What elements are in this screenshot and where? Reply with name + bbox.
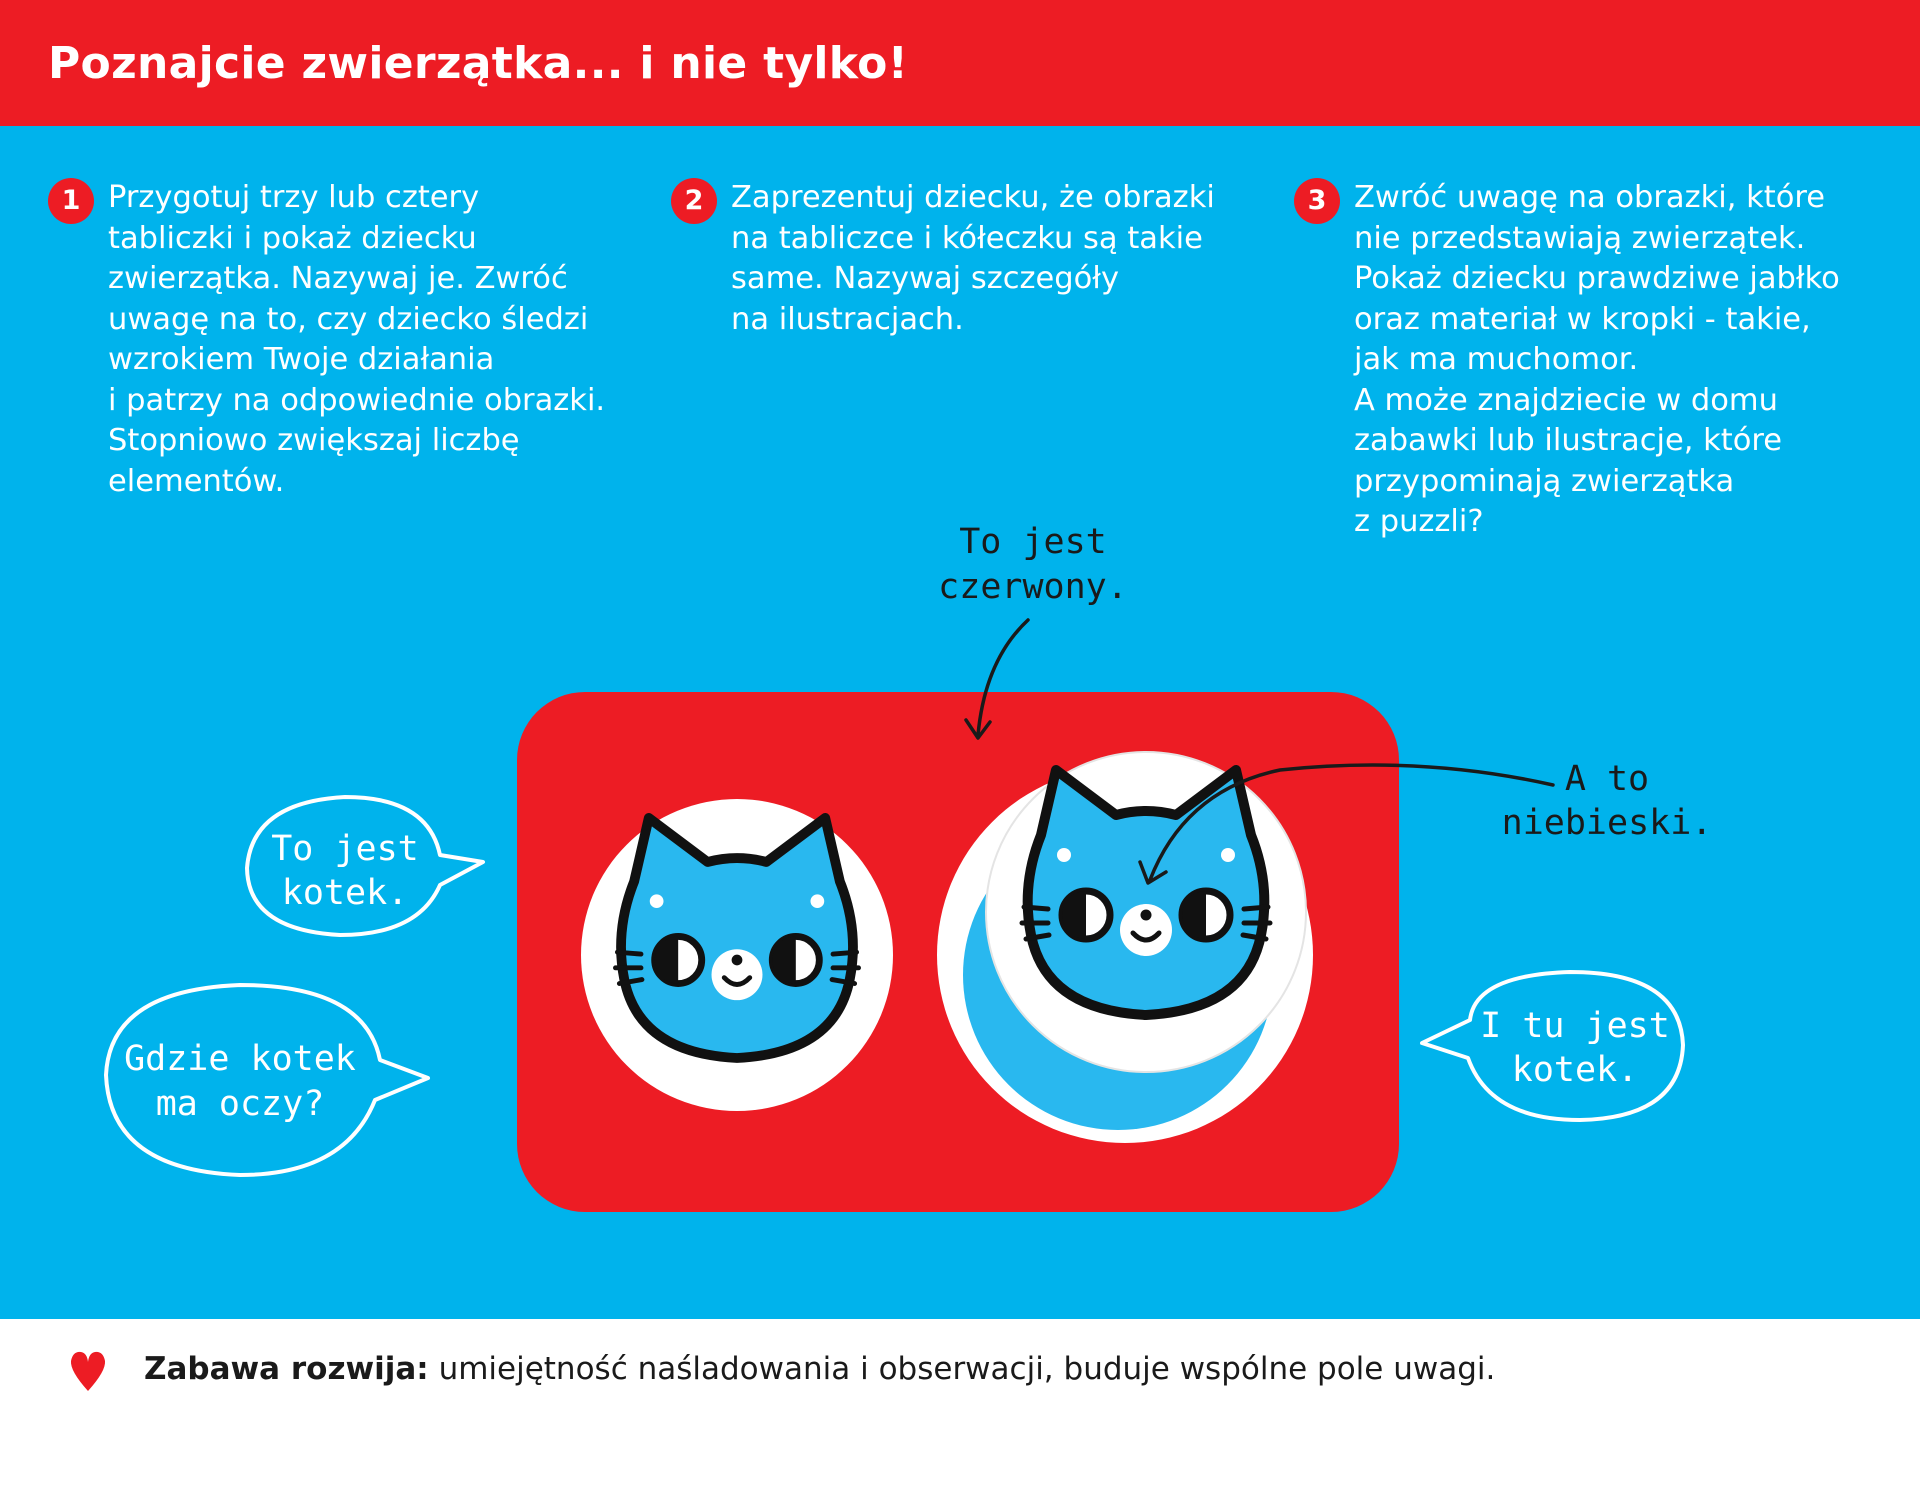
annotation-blue-line1: A to	[1564, 759, 1650, 799]
step-number-badge: 1	[48, 178, 94, 224]
bubble-text: I tu jest	[1480, 1006, 1670, 1046]
speech-bubble-kotek	[247, 797, 483, 935]
cat-face-icon	[1022, 770, 1270, 1015]
bubble-text: Gdzie kotek	[124, 1039, 356, 1079]
footer	[0, 1319, 1920, 1499]
step-text: Zwróć uwagę na obrazki, które nie przedstawiają zwierzątek. Pokaż dziecku prawdziwe jabłko oraz materiał w kropki - takie, jak ma muchomor. A może znajdziecie w domu zabawki lub ilustracje, które przypominają zwierzątka z puzzli?	[1354, 180, 1840, 539]
bubble-text: ma oczy?	[155, 1084, 325, 1124]
footer-label: Zabawa rozwija:	[144, 1351, 429, 1387]
page-title: Poznajcie zwierzątka... i nie tylko!	[48, 38, 909, 89]
cat-face-icon	[615, 818, 858, 1058]
step-text: Zaprezentuj dziecku, że obrazki na tabliczce i kółeczku są takie same. Nazywaj szczegóły na ilustracjach.	[731, 180, 1215, 337]
bubble-text: To jest	[271, 829, 419, 869]
heart-icon	[68, 1349, 108, 1393]
footer-text: umiejętność naśladowania i obserwacji, buduje wspólne pole uwagi.	[438, 1351, 1496, 1387]
step-text: Przygotuj trzy lub cztery tabliczki i pokaż dziecku zwierzątka. Nazywaj je. Zwróć uwagę na to, czy dziecko śledzi wzrokiem Twoje działania i patrzy na odpowiednie obrazki. Stopniowo zwiększaj liczbę elementów.	[108, 180, 606, 499]
annotation-blue-line2: niebieski.	[1501, 803, 1713, 843]
speech-bubble-tu	[1422, 972, 1683, 1120]
annotation-red-line1: To jest	[959, 522, 1107, 562]
speech-bubble-oczy	[106, 985, 428, 1175]
left-disc	[581, 799, 893, 1111]
bubble-text: kotek.	[1511, 1050, 1639, 1090]
step-number-badge: 2	[671, 178, 717, 224]
step-number-badge: 3	[1294, 178, 1340, 224]
annotation-red-line2: czerwony.	[938, 567, 1128, 607]
footer-line	[144, 1351, 1495, 1387]
bubble-text: kotek.	[281, 873, 409, 913]
